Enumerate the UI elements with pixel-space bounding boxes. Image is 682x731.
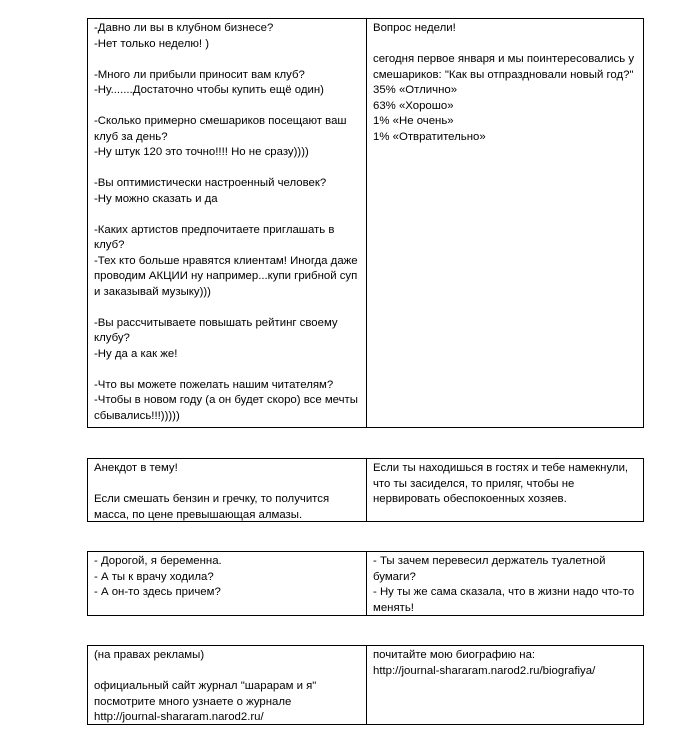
joke-title: Анекдот в тему! (94, 462, 178, 474)
joke-table (87, 458, 644, 522)
joke-cell (88, 459, 367, 521)
answer: -Ну.......Достаточно чтобы купить ещё один) (94, 84, 324, 96)
advice-text: Если ты находишься в гостях и тебе намекнули, что ты засиделся, то приляг, чтобы не нервировать обеспокоенных хозяев. (373, 462, 632, 505)
dialog-line: - Дорогой, я беременна. (94, 555, 222, 567)
poll-title: Вопрос недели! (373, 22, 456, 34)
dialog-line: - Ты зачем перевесил держатель туалетной бумаги? (373, 555, 609, 583)
question: -Давно ли вы в клубном бизнесе? (94, 22, 274, 34)
advice-cell (367, 459, 643, 521)
answer: -Чтобы в новом году (а он будет скоро) все мечты сбывались!!!))))) (94, 394, 362, 422)
question: -Сколько примерно смешариков посещают ваш клуб за день? (94, 115, 350, 143)
question: -Вы оптимистически настроенный человек? (94, 177, 327, 189)
ad-text: официальный сайт журнал "шарарам и я" посмотрите много узнаете о журнале (94, 680, 320, 708)
poll-intro: сегодня первое января и мы поинтересовались у смешариков: "Как вы отпраздновали новый год?" (373, 53, 638, 81)
answer: -Ну штук 120 это точно!!!! Но не сразу)))) (94, 146, 309, 158)
interview-cell (88, 19, 367, 427)
question: -Что вы можете пожелать нашим читателям? (94, 378, 334, 391)
poll-cell (367, 19, 643, 427)
bio-text: почитайте мою биографию на: (373, 649, 536, 661)
bio-cell (367, 646, 643, 724)
answer: -Ну да а как же! (94, 347, 178, 360)
poll-result: 1% «Отвратительно» (373, 130, 486, 143)
ad-label: (на правах рекламы) (94, 649, 205, 661)
poll-result: 1% «Не очень» (373, 115, 454, 127)
answer: -Нет только неделю! ) (94, 37, 210, 50)
poll-result: 35% «Отлично» (373, 84, 458, 96)
question: -Вы рассчитываете повышать рейтинг своему клубу? (94, 316, 341, 344)
dialog-cell-right (367, 552, 643, 615)
dialog-table (87, 551, 644, 616)
question: -Каких артистов предпочитаете приглашать в клуб? (94, 223, 338, 251)
dialog-cell-left (88, 552, 367, 615)
interview-table (87, 18, 644, 428)
question: -Много ли прибыли приносит вам клуб? (94, 68, 305, 81)
answer: -Ну можно сказать и да (94, 192, 218, 205)
bio-url[interactable]: http://journal-shararam.narod2.ru/biografiya/ (373, 664, 596, 677)
dialog-line: - А ты к врачу ходила? (94, 570, 214, 583)
joke-text: Если смешать бензин и гречку, то получится масса, по цене превышающая алмазы. (94, 493, 333, 521)
poll-result: 63% «Хорошо» (373, 99, 454, 112)
ad-cell (88, 646, 367, 724)
dialog-line: - Ну ты же сама сказала, что в жизни надо что-то менять! (373, 586, 638, 614)
ad-url[interactable]: http://journal-shararam.narod2.ru/ (94, 711, 264, 723)
dialog-line: - А он-то здесь причем? (94, 586, 221, 598)
ad-table (87, 645, 644, 725)
answer: -Тех кто больше нравятся клиентам! Иногда даже проводим АКЦИИ ну например...купи грибной суп и заказывай музыку))) (94, 254, 361, 298)
